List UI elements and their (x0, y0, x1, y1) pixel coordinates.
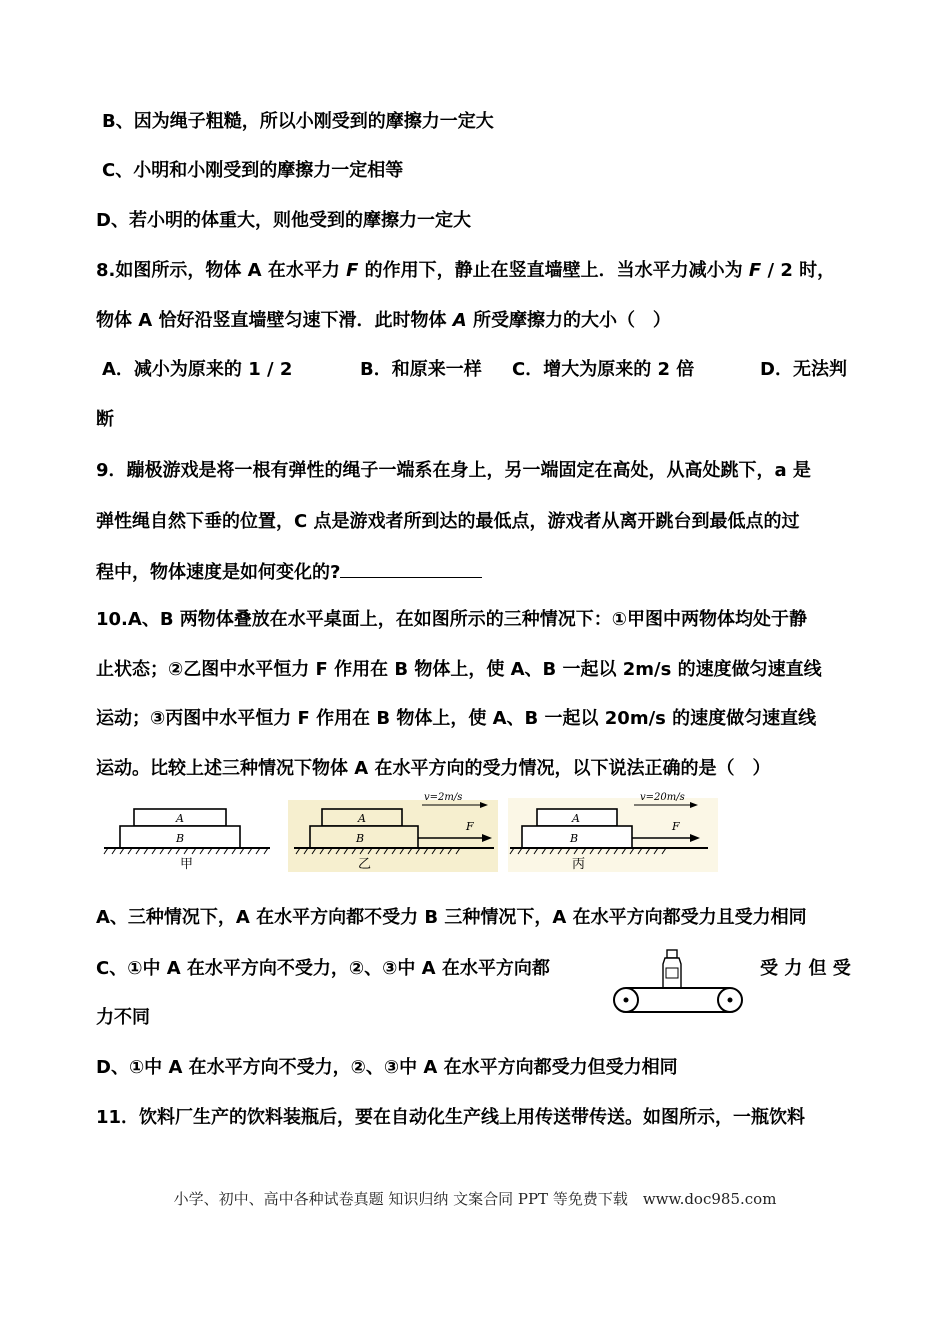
q9-line1: 9．蹦极游戏是将一根有弹性的绳子一端系在身上，另一端固定在高处，从高处跳下，a 是 (96, 460, 811, 481)
page-footer: 小学、初中、高中各种试卷真题 知识归纳 文案合同 PPT 等免费下载 www.doc985.com (173, 1190, 777, 1208)
block-a-label: A (176, 812, 184, 825)
bottle-icon (663, 950, 681, 988)
q10-option-d: D、①中 A 在水平方向不受力，②、③中 A 在水平方向都受力但受力相同 (96, 1057, 678, 1078)
q7-option-c: C、小明和小刚受到的摩擦力一定相等 (102, 160, 404, 181)
q8-option-a: A．减小为原来的 1 / 2 (102, 359, 293, 380)
q8-option-d: D．无法判 (760, 359, 847, 380)
force-label: F (466, 820, 474, 833)
q9-line3: 程中，物体速度是如何变化的? (96, 559, 482, 585)
belt (614, 988, 742, 1012)
q9-line2: 弹性绳自然下垂的位置，C 点是游戏者所到达的最低点，游戏者从离开跳台到最低点的过 (96, 511, 800, 532)
figure-jia (104, 809, 270, 872)
q10-line1: 10.A、B 两物体叠放在水平桌面上，在如图所示的三种情况下：①甲图中两物体均处于静 (96, 609, 808, 630)
q8-option-b: B．和原来一样 (360, 359, 482, 380)
q10-option-a: A、三种情况下，A 在水平方向都不受力 B 三种情况下，A 在水平方向都受力且受力相同 (96, 907, 807, 928)
force-label: F (672, 820, 680, 833)
q10-figure (100, 790, 720, 874)
q11-line1: 11．饮料厂生产的饮料装瓶后，要在自动化生产线上用传送带传送。如图所示，一瓶饮料 (96, 1107, 806, 1128)
block-b-label: B (570, 832, 579, 845)
q10-line3: 运动；③丙图中水平恒力 F 作用在 B 物体上，使 A、B 一起以 20m/s 的速度做匀速直线 (96, 708, 817, 729)
velocity-label: v=2m/s (424, 792, 463, 803)
q10-line2: 止状态；②乙图中水平恒力 F 作用在 B 物体上，使 A、B 一起以 2m/s 的速度做匀速直线 (96, 659, 822, 680)
label-jia: 甲 (180, 857, 194, 872)
label-bing: 丙 (572, 857, 586, 872)
q8-line1: 8.如图所示，物体 A 在水平力 F 的作用下，静止在竖直墙壁上．当水平力减小为 F / 2 时， (96, 260, 836, 281)
q10-option-c-tail: 受 力 但 受 (760, 958, 851, 979)
q8-option-d-cont: 断 (96, 409, 114, 430)
q8-option-c: C．增大为原来的 2 倍 (512, 359, 695, 380)
figure-yi (288, 792, 498, 872)
q7-option-d: D、若小明的体重大，则他受到的摩擦力一定大 (96, 210, 471, 231)
q10-option-c: C、①中 A 在水平方向不受力，②、③中 A 在水平方向都 (96, 958, 550, 979)
block-a-label: A (358, 812, 366, 825)
label-yi: 乙 (358, 857, 372, 872)
velocity-label: v=20m/s (640, 792, 685, 803)
q8-line2: 物体 A 恰好沿竖直墙壁匀速下滑．此时物体 A 所受摩擦力的大小（ ） (96, 310, 671, 331)
conveyor-belt-figure (610, 946, 746, 1024)
figure-bing (508, 792, 718, 872)
q10-option-c-cont: 力不同 (96, 1007, 150, 1028)
block-b-label: B (176, 832, 185, 845)
block-a-label: A (572, 812, 580, 825)
q10-line4: 运动。比较上述三种情况下物体 A 在水平方向的受力情况，以下说法正确的是（ ） (96, 758, 771, 779)
q7-option-b: B、因为绳子粗糙，所以小刚受到的摩擦力一定大 (102, 111, 494, 132)
answer-blank (340, 559, 482, 578)
block-b-label: B (356, 832, 365, 845)
